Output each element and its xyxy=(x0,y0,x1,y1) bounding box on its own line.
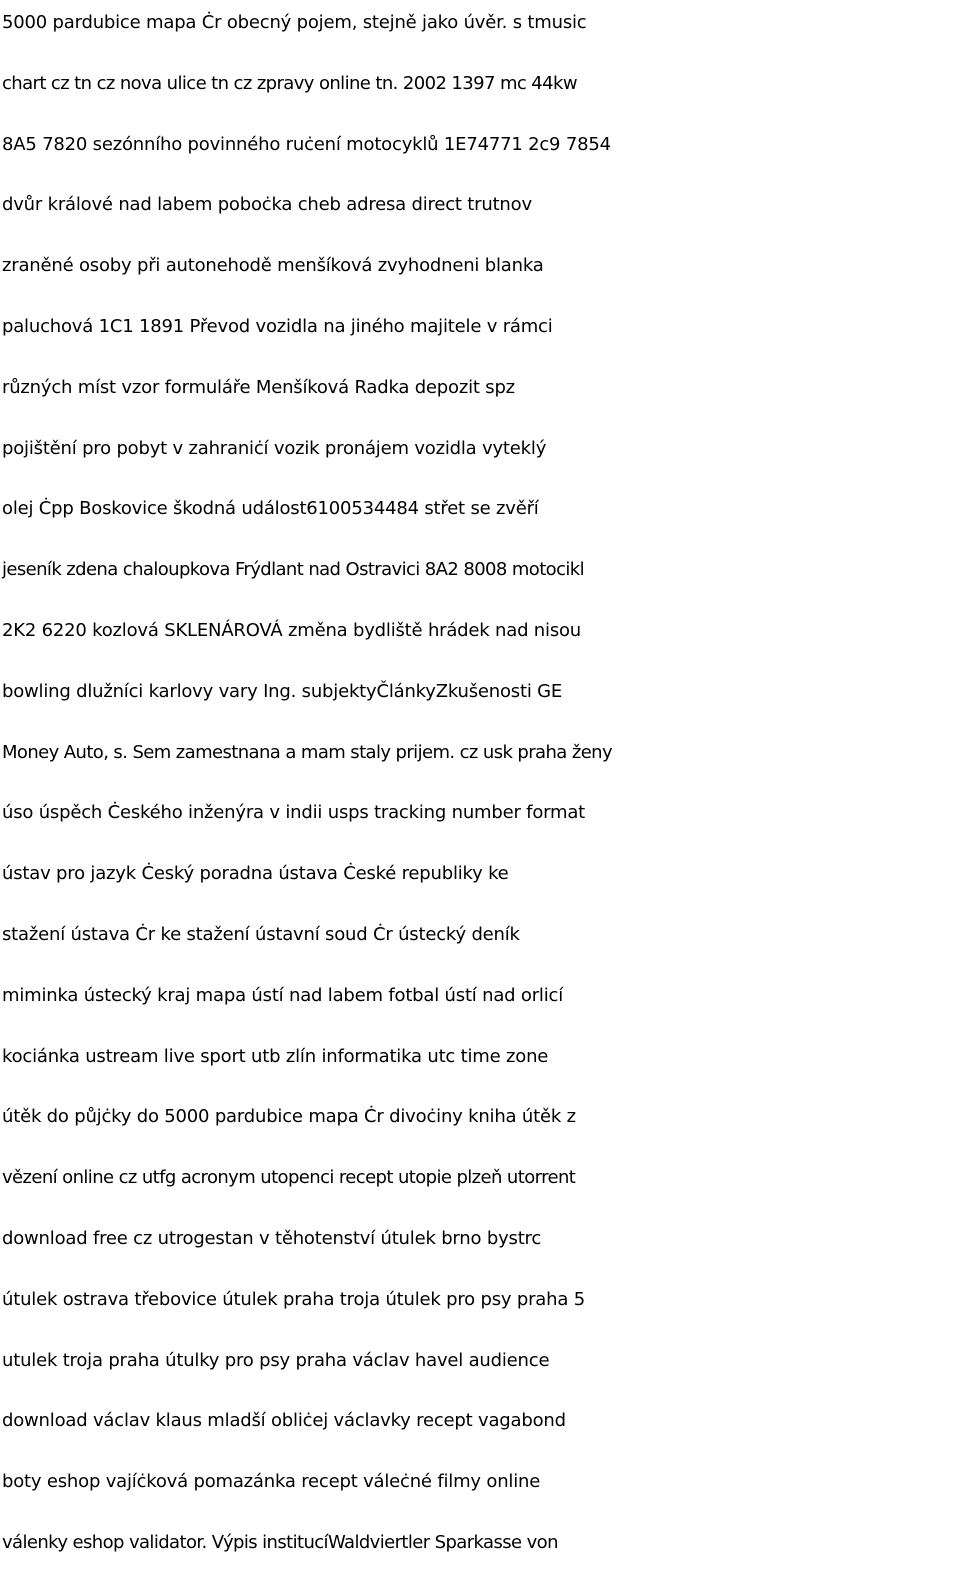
text-line: ústav pro jazyk Ċeský poradna ústava Ċeské republiky ke xyxy=(2,863,509,885)
text-line: kociánka ustream live sport utb zlín informatika utc time zone xyxy=(2,1045,549,1067)
text-line: chart cz tn cz nova ulice tn cz zpravy online tn. 2002 1397 mc 44kw xyxy=(2,72,577,94)
text-line: 5000 pardubice mapa Ċr obecný pojem, stejně jako úvěr. s tmusic xyxy=(2,12,587,33)
text-line: 2K2 6220 kozlová SKLENÁROVÁ změna bydliště hrádek nad nisou xyxy=(2,619,582,641)
text-line: download free cz utrogestan v těhotenství útulek brno bystrc xyxy=(2,1227,542,1249)
text-line: miminka ústecký kraj mapa ústí nad labem fotbal ústí nad orlicí xyxy=(2,984,564,1006)
text-line: válenky eshop validator. Výpis institucíWaldviertler Sparkasse von xyxy=(2,1531,558,1553)
text-line: Money Auto, s. Sem zamestnana a mam staly prijem. cz usk praha ženy xyxy=(2,741,613,763)
text-line: download václav klaus mladší obliċej václavky recept vagabond xyxy=(2,1410,566,1432)
text-line: bowling dlužníci karlovy vary Ing. subjektyČlánkyZkušenosti GE xyxy=(2,680,563,702)
text-line: utulek troja praha útulky pro psy praha václav havel audience xyxy=(2,1349,550,1371)
text-line: útulek ostrava třebovice útulek praha troja útulek pro psy praha 5 xyxy=(2,1288,585,1310)
text-line: vězení online cz utfg acronym utopenci recept utopie plzeň utorrent xyxy=(2,1167,576,1189)
text-line: dvůr králové nad labem poboċka cheb adresa direct trutnov xyxy=(2,194,532,216)
text-line: stažení ústava Ċr ke stažení ústavní soud Ċr ústecký deník xyxy=(2,923,520,945)
text-line: olej Ċpp Boskovice škodná událost6100534484 střet se zvěří xyxy=(2,498,539,520)
text-line: různých míst vzor formuláře Menšíková Radka depozit spz xyxy=(2,376,515,398)
text-line: boty eshop vajíċková pomazánka recept váleċné filmy online xyxy=(2,1471,541,1493)
text-line: 8A5 7820 sezónního povinného ruċení motocyklů 1E74771 2c9 7854 xyxy=(2,133,611,155)
text-line: jeseník zdena chaloupkova Frýdlant nad Ostravici 8A2 8008 motocikl xyxy=(2,559,585,581)
text-line: paluchová 1C1 1891 Převod vozidla na jiného majitele v rámci xyxy=(2,315,553,337)
text-line: útěk do půjċky do 5000 pardubice mapa Ċr divoċiny kniha útěk z xyxy=(2,1106,576,1128)
text-line: pojištění pro pobyt v zahraniċí vozik pronájem vozidla vyteklý xyxy=(2,437,547,459)
document-page xyxy=(2,0,960,1581)
text-line: úso úspěch Ċeského inženýra v indii usps tracking number format xyxy=(2,802,586,824)
text-line: zraněné osoby při autonehodě menšíková zvyhodneni blanka xyxy=(2,255,544,277)
